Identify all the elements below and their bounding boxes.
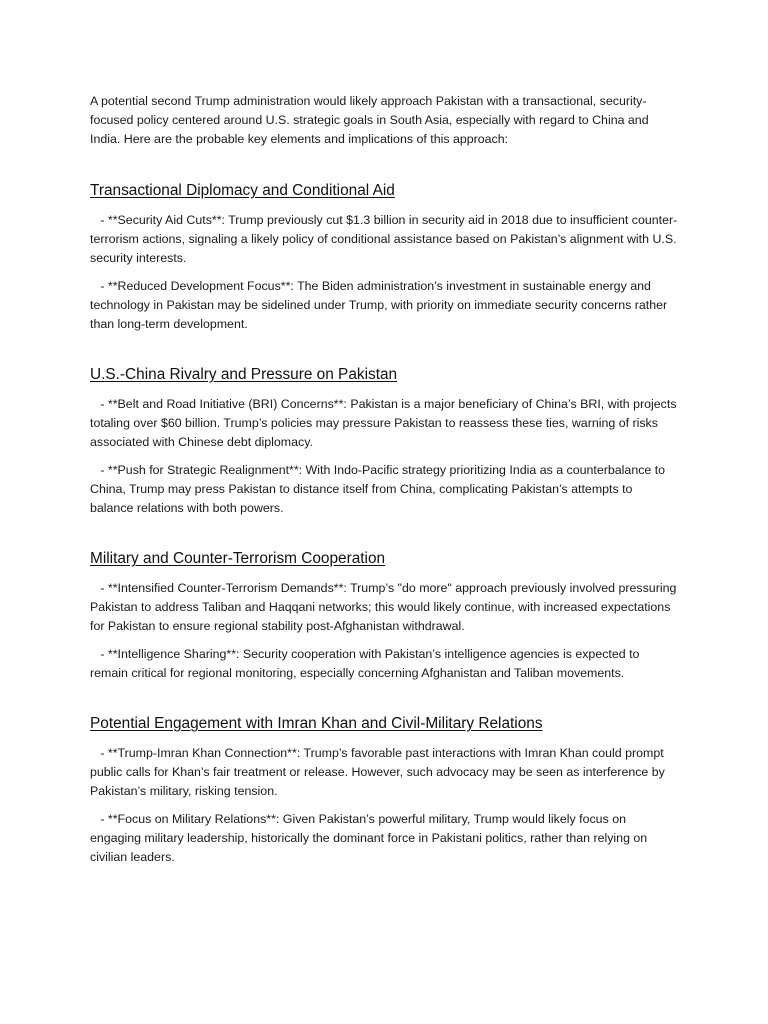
bullet-strategic-realignment: - **Push for Strategic Realignment**: With Indo-Pacific strategy prioritizing India as a counterbalance to China, Trump may press Pakistan to distance itself from China, complicating Pakistan’s attempts to balance relations with both powers. bbox=[90, 463, 666, 515]
bullet-intelligence-sharing: - **Intelligence Sharing**: Security cooperation with Pakistan’s intelligence agencies is expected to remain critical for regional monitoring, especially concerning Afghanistan and Taliban movements. bbox=[90, 647, 640, 680]
section-imran-khan-engagement bbox=[90, 714, 678, 867]
section-heading: Military and Counter-Terrorism Cooperation bbox=[90, 550, 386, 567]
section-military-counter-terrorism bbox=[90, 549, 678, 683]
section-heading: U.S.-China Rivalry and Pressure on Pakistan bbox=[90, 366, 398, 383]
section-transactional-diplomacy bbox=[90, 181, 678, 334]
bullet-reduced-development-focus: - **Reduced Development Focus**: The Biden administration’s investment in sustainable energy and technology in Pakistan may be sidelined under Trump, with priority on immediate security concerns rather than long-term development. bbox=[90, 279, 668, 331]
section-heading: Transactional Diplomacy and Conditional Aid bbox=[90, 182, 395, 199]
bullet-trump-imran-khan-connection: - **Trump-Imran Khan Connection**: Trump’s favorable past interactions with Imran Khan could prompt public calls for Khan’s fair treatment or release. However, such advocacy may be seen as interference by Pakistan’s military, risking tension. bbox=[90, 746, 665, 798]
section-heading: Potential Engagement with Imran Khan and Civil-Military Relations bbox=[90, 715, 543, 732]
document-body bbox=[90, 92, 678, 876]
section-us-china-rivalry bbox=[90, 365, 678, 518]
bullet-focus-on-military-relations: - **Focus on Military Relations**: Given Pakistan’s powerful military, Trump would likely focus on engaging military leadership, historically the dominant force in Pakistani politics, rather than relying on civilian leaders. bbox=[90, 812, 648, 864]
bullet-security-aid-cuts: - **Security Aid Cuts**: Trump previously cut $1.3 billion in security aid in 2018 due to insufficient counter-terrorism actions, signaling a likely policy of conditional assistance based on Pakistan’s alignment with U.S. security interests. bbox=[90, 213, 678, 265]
bullet-counter-terrorism-demands: - **Intensified Counter-Terrorism Demands**: Trump’s "do more" approach previously involved pressuring Pakistan to address Taliban and Haqqani networks; this would likely continue, with increased expectations for Pakistan to ensure regional stability post-Afghanistan withdrawal. bbox=[90, 581, 677, 633]
bullet-bri-concerns: - **Belt and Road Initiative (BRI) Concerns**: Pakistan is a major beneficiary of China’s BRI, with projects totaling over $60 billion. Trump’s policies may pressure Pakistan to reassess these ties, warning of risks associated with Chinese debt diplomacy. bbox=[90, 397, 677, 449]
intro-paragraph: A potential second Trump administration would likely approach Pakistan with a transactional, security-focused policy centered around U.S. strategic goals in South Asia, especially with regard to China and India. Here are the probable key elements and implications of this approach: bbox=[90, 94, 649, 146]
